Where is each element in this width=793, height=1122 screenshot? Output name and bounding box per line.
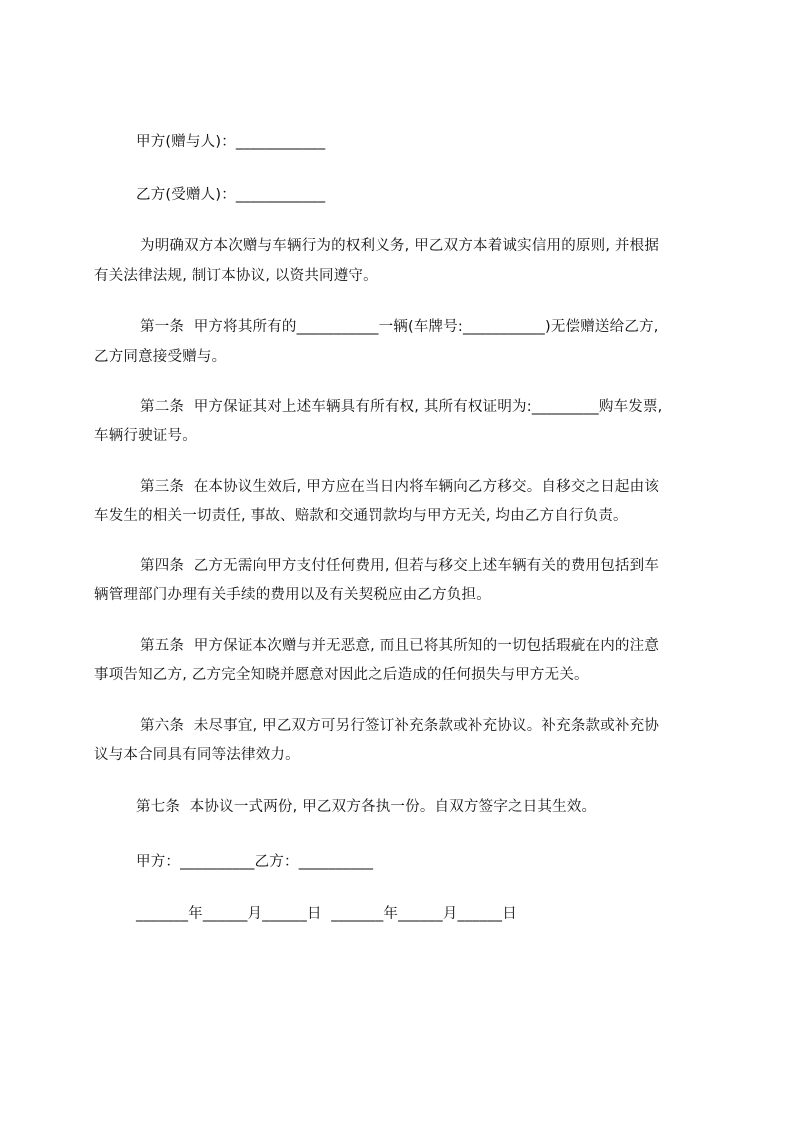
article-5-line-1: 第五条 甲方保证本次赠与并无恶意, 而且已将其所知的一切包括瑕疵在内的注意 xyxy=(140,638,660,654)
article-6-line-1: 第六条 未尽事宜, 甲乙双方可另行签订补充条款或补充协议。补充条款或补充协 xyxy=(140,718,660,734)
article-7: 第七条 本协议一式两份, 甲乙双方各执一份。自双方签字之日其生效。 xyxy=(136,799,597,815)
article-2-line-2: 车辆行驶证号。 xyxy=(94,428,197,444)
party-b-field: 乙方(受赠人)：____________ xyxy=(136,187,326,203)
party-a-field: 甲方(赠与人)：____________ xyxy=(136,134,326,150)
date-line: _______年______月______日 _______年______月______日 xyxy=(136,906,517,922)
article-1-line-2: 乙方同意接受赠与。 xyxy=(94,349,227,365)
article-3-line-1: 第三条 在本协议生效后, 甲方应在当日内将车辆向乙方移交。自移交之日起由该 xyxy=(140,479,660,495)
preamble-line-2: 有关法律法规, 制订本协议, 以资共同遵守。 xyxy=(94,268,378,284)
article-1-line-1: 第一条 甲方将其所有的___________一辆(车牌号:___________)无偿赠送给乙方, xyxy=(140,319,659,335)
article-3-line-2: 车发生的相关一切责任, 事故、赔款和交通罚款均与甲方无关, 均由乙方自行负责。 xyxy=(94,508,628,524)
article-2-line-1: 第二条 甲方保证其对上述车辆具有所有权, 其所有权证明为:_________购车发票, xyxy=(140,399,663,415)
signature-line: 甲方：__________乙方：__________ xyxy=(136,854,374,870)
article-6-line-2: 议与本合同具有同等法律效力。 xyxy=(94,747,300,763)
article-4-line-1: 第四条 乙方无需向甲方支付任何费用, 但若与移交上述车辆有关的费用包括到车 xyxy=(140,558,660,574)
preamble-line-1: 为明确双方本次赠与车辆行为的权利义务, 甲乙双方本着诚实信用的原则, 并根据 xyxy=(140,238,660,254)
article-4-line-2: 辆管理部门办理有关手续的费用以及有关契税应由乙方负担。 xyxy=(94,587,491,603)
article-5-line-2: 事项告知乙方, 乙方完全知晓并愿意对因此之后造成的任何损失与甲方无关。 xyxy=(94,667,589,683)
